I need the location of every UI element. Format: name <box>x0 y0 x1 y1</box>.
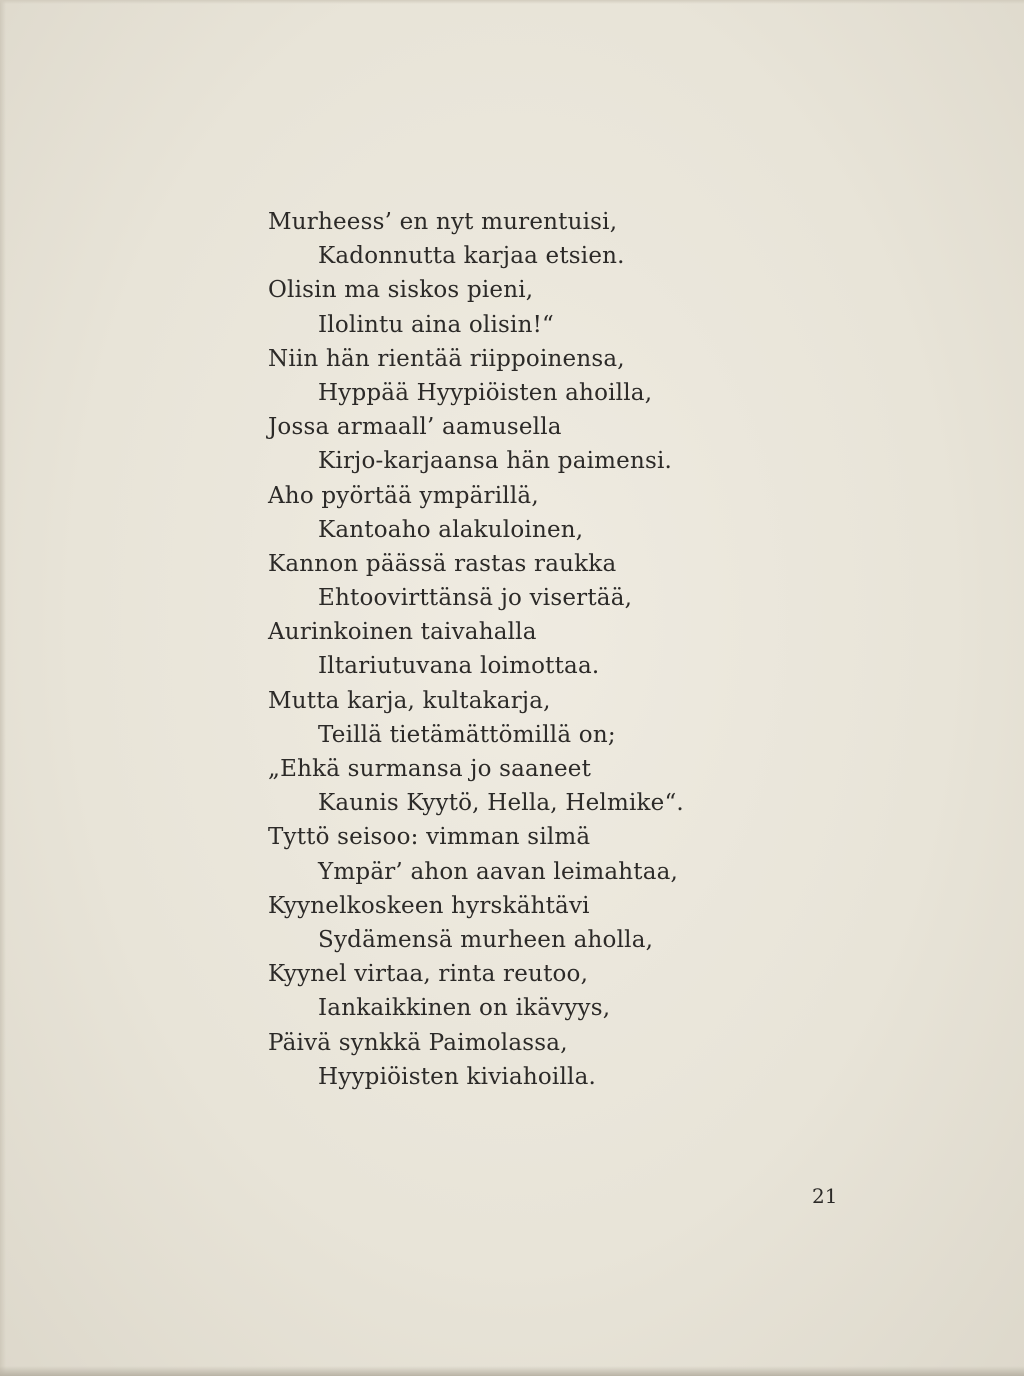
poem-line: Aho pyörtää ympärillä, <box>268 482 539 509</box>
poem-line: Ympär’ ahon aavan leimahtaa, <box>318 858 679 885</box>
poem-line: Hyypiöisten kiviahoilla. <box>318 1063 597 1090</box>
poem-line: Olisin ma siskos pieni, <box>268 277 534 304</box>
page-number: 21 <box>812 1184 838 1208</box>
poem-line: Jossa armaall’ aamusella <box>268 414 562 441</box>
poem-line: Kyynel virtaa, rinta reutoo, <box>268 961 589 988</box>
page-left-edge-shadow <box>0 0 6 1376</box>
poem-line: Ilolintu aina olisin!“ <box>318 311 555 338</box>
poem-line: Sydämensä murheen aholla, <box>318 926 654 953</box>
poem-line: Kantoaho alakuloinen, <box>318 516 584 543</box>
poem-line: Niin hän rientää riippoinensa, <box>268 345 625 372</box>
poem-line: Teillä tietämättömillä on; <box>318 721 616 748</box>
poem-line: Iankaikkinen on ikävyys, <box>318 995 611 1022</box>
poem-line: Hyppää Hyypiöisten ahoilla, <box>318 379 653 406</box>
poem-line: Kaunis Kyytö, Hella, Helmike“. <box>318 790 684 817</box>
page-bottom-edge-shadow <box>0 1366 1024 1376</box>
poem-line: Ehtoovirttänsä jo visertää, <box>318 585 633 612</box>
poem-line: Murheess’ en nyt murentuisi, <box>268 209 618 235</box>
poem-line: Mutta karja, kultakarja, <box>268 687 551 714</box>
poem-line: Tyttö seisoo: vimman silmä <box>268 824 591 851</box>
poem-line: Iltariutuvana loimottaa. <box>318 653 600 680</box>
poem-line: Kirjo-karjaansa hän paimensi. <box>318 448 673 475</box>
poem-line: Kannon päässä rastas raukka <box>268 550 617 577</box>
poem-line: „Ehkä surmansa jo saaneet <box>268 756 592 782</box>
poem-line: Aurinkoinen taivahalla <box>268 619 537 646</box>
page-top-edge-shadow <box>0 0 1024 4</box>
poem-line: Kyynelkoskeen hyrskähtävi <box>268 892 590 919</box>
poem-text <box>268 205 828 1094</box>
poem-line: Päivä synkkä Paimolassa, <box>268 1029 568 1056</box>
poem-line: Kadonnutta karjaa etsien. <box>318 243 625 270</box>
